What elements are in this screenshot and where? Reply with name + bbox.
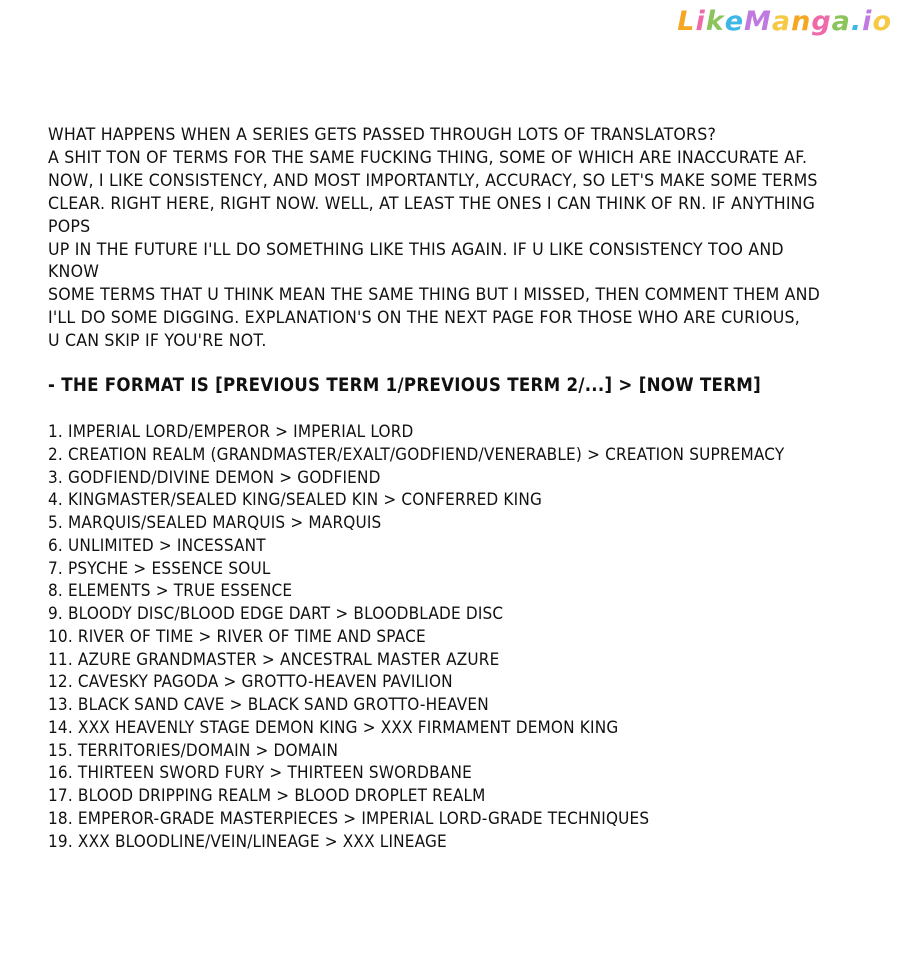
site-watermark [677, 2, 892, 42]
term-item: 6. UNLIMITED > INCESSANT [48, 535, 266, 556]
terms-list [48, 421, 784, 853]
watermark-letter: a [831, 6, 851, 37]
watermark-letter: M [744, 6, 772, 37]
watermark-letter: k [705, 6, 725, 37]
intro-line: SOME TERMS THAT U THINK MEAN THE SAME THING BUT I MISSED, THEN COMMENT THEM AND [48, 285, 821, 306]
term-item: 11. AZURE GRANDMASTER > ANCESTRAL MASTER AZURE [48, 649, 500, 670]
term-item: 19. XXX BLOODLINE/VEIN/LINEAGE > XXX LINEAGE [48, 831, 447, 852]
intro-line: CLEAR. RIGHT HERE, RIGHT NOW. WELL, AT LEAST THE ONES I CAN THINK OF RN. IF ANYTHING POPS [48, 193, 816, 237]
term-item: 13. BLACK SAND CAVE > BLACK SAND GROTTO-HEAVEN [48, 695, 489, 715]
term-item: 12. CAVESKY PAGODA > GROTTO-HEAVEN PAVILION [48, 672, 453, 693]
intro-line: UP IN THE FUTURE I'LL DO SOMETHING LIKE THIS AGAIN. IF U LIKE CONSISTENCY TOO AND KNOW [48, 239, 784, 283]
watermark-letter: o [872, 6, 892, 37]
term-item: 17. BLOOD DRIPPING REALM > BLOOD DROPLET REALM [48, 786, 486, 806]
term-item: 18. EMPEROR-GRADE MASTERPIECES > IMPERIAL LORD-GRADE TECHNIQUES [48, 808, 650, 829]
intro-line: NOW, I LIKE CONSISTENCY, AND MOST IMPORTANTLY, ACCURACY, SO LET'S MAKE SOME TERMS [48, 170, 818, 191]
term-item: 1. IMPERIAL LORD/EMPEROR > IMPERIAL LORD [48, 422, 414, 442]
term-item: 10. RIVER OF TIME > RIVER OF TIME AND SPACE [48, 626, 426, 647]
term-item: 4. KINGMASTER/SEALED KING/SEALED KIN > CONFERRED KING [48, 490, 542, 511]
term-item: 9. BLOODY DISC/BLOOD EDGE DART > BLOODBLADE DISC [48, 604, 504, 624]
watermark-letter: i [862, 6, 873, 37]
term-item: 5. MARQUIS/SEALED MARQUIS > MARQUIS [48, 513, 382, 533]
watermark-letter: g [811, 6, 832, 37]
watermark-letter: i [695, 6, 706, 37]
watermark-letter: L [677, 6, 696, 37]
term-item: 16. THIRTEEN SWORD FURY > THIRTEEN SWORDBANE [48, 763, 472, 784]
intro-line: WHAT HAPPENS WHEN A SERIES GETS PASSED THROUGH LOTS OF TRANSLATORS? [48, 125, 717, 145]
watermark-letter: e [724, 6, 744, 37]
intro-paragraph [48, 124, 829, 353]
intro-line: A SHIT TON OF TERMS FOR THE SAME FUCKING THING, SOME OF WHICH ARE INACCURATE AF. [48, 147, 808, 168]
intro-line: I'LL DO SOME DIGGING. EXPLANATION'S ON THE NEXT PAGE FOR THOSE WHO ARE CURIOUS, [48, 308, 800, 329]
watermark-letter: a [771, 6, 792, 37]
term-item: 7. PSYCHE > ESSENCE SOUL [48, 558, 271, 579]
intro-line: U CAN SKIP IF YOU'RE NOT. [48, 331, 267, 352]
term-item: 3. GODFIEND/DIVINE DEMON > GODFIEND [48, 467, 381, 488]
watermark-letter: . [850, 6, 863, 37]
term-item: 8. ELEMENTS > TRUE ESSENCE [48, 581, 293, 602]
term-item: 2. CREATION REALM (GRANDMASTER/EXALT/GODFIEND/VENERABLE) > CREATION SUPREMACY [48, 444, 785, 465]
term-item: 14. XXX HEAVENLY STAGE DEMON KING > XXX FIRMAMENT DEMON KING [48, 717, 619, 738]
term-item: 15. TERRITORIES/DOMAIN > DOMAIN [48, 740, 339, 761]
watermark-letter: n [791, 6, 812, 37]
format-heading: - THE FORMAT IS [PREVIOUS TERM 1/PREVIOUS TERM 2/...] > [NOW TERM] [48, 375, 762, 396]
